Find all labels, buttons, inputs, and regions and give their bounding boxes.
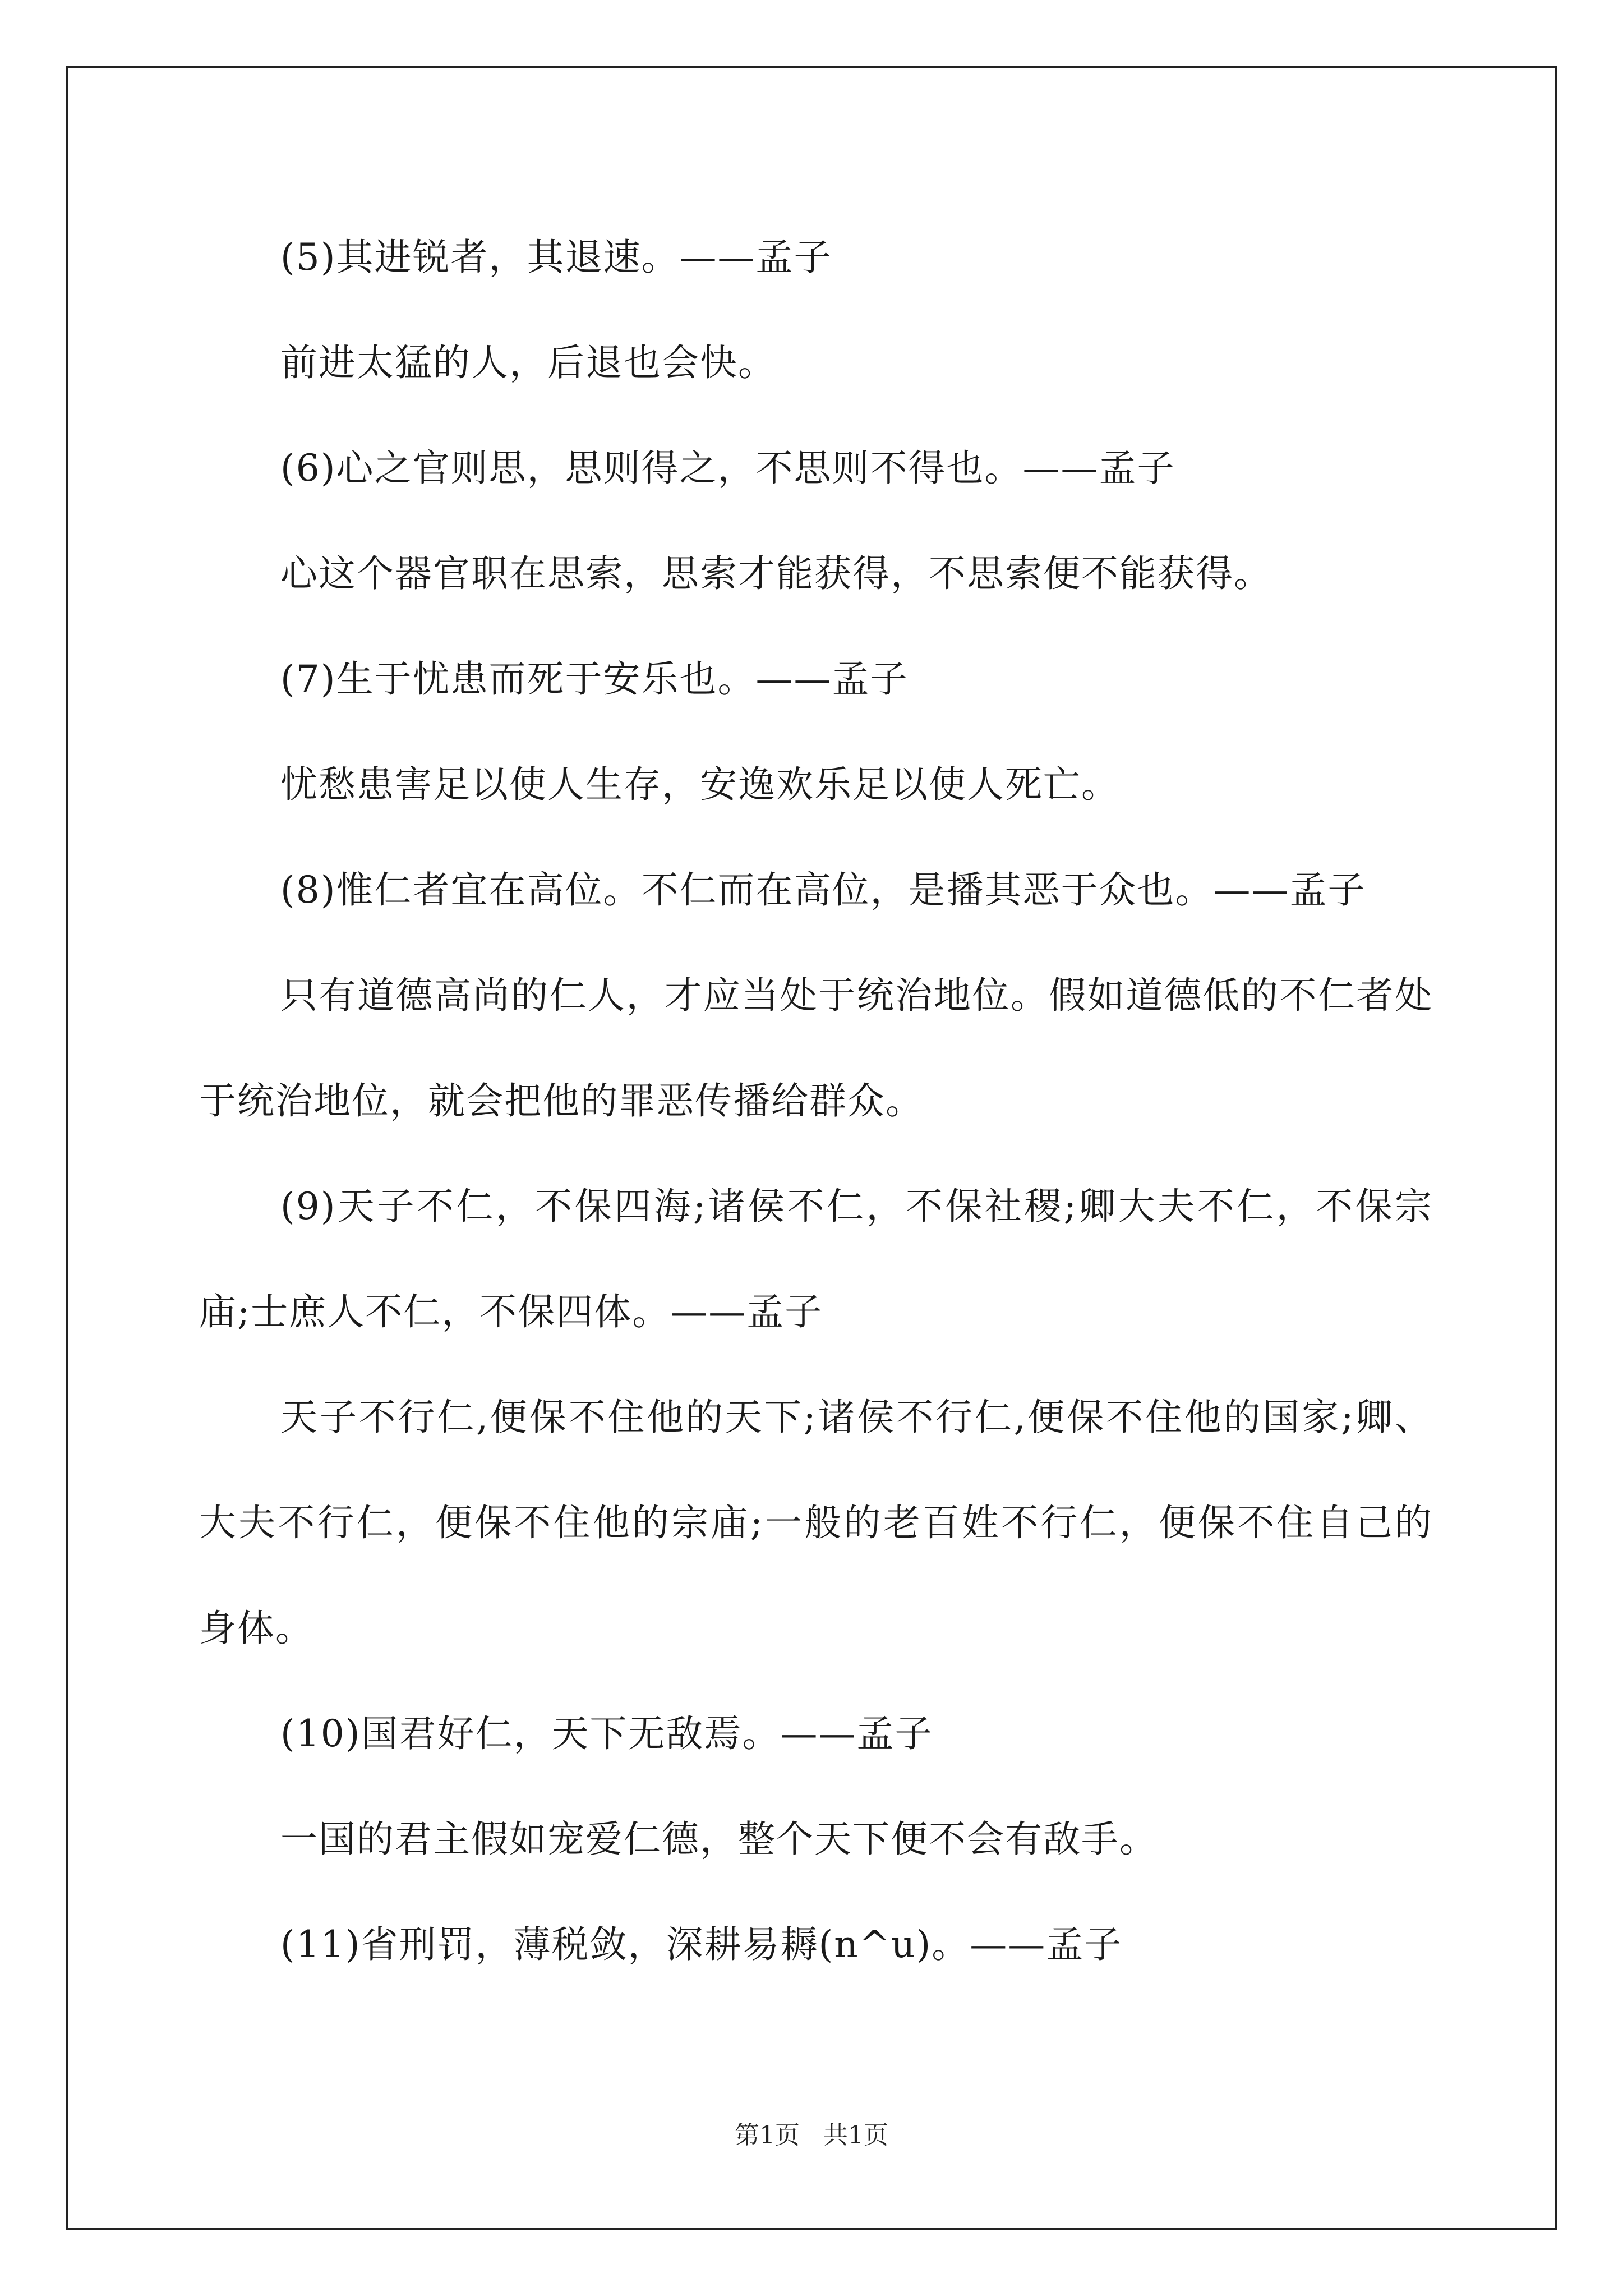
paragraph: (8)惟仁者宜在高位。不仁而在高位，是播其恶于众也。——孟子	[280, 868, 1366, 912]
paragraph: 一国的君主假如宠爱仁德，整个天下便不会有敌手。	[280, 1818, 1158, 1861]
total-pages: 共1页	[823, 2121, 888, 2150]
page-footer	[0, 2115, 1623, 2151]
paragraph: 只有道德高尚的仁人，才应当处于统治地位。假如道德低的不仁者处于统治地位，就会把他的罪恶传播给群众。	[199, 974, 1433, 1122]
paragraph: (5)其进锐者，其退速。——孟子	[280, 236, 832, 279]
paragraph: (6)心之官则思，思则得之，不思则不得也。——孟子	[280, 447, 1175, 490]
paragraph: (9)天子不仁，不保四海;诸侯不仁，不保社稷;卿大夫不仁，不保宗庙;士庶人不仁，不保四体。——孟子	[199, 1185, 1433, 1333]
document-body	[199, 205, 1433, 1998]
page-number: 第1页	[735, 2121, 800, 2150]
paragraph: (11)省刑罚，薄税敛，深耕易耨(n^u)。——孟子	[280, 1923, 1123, 1966]
paragraph: 心这个器官职在思索，思索才能获得，不思索便不能获得。	[280, 552, 1272, 595]
paragraph: 忧愁患害足以使人生存，安逸欢乐足以使人死亡。	[280, 763, 1119, 806]
paragraph: (10)国君好仁，天下无敌焉。——孟子	[280, 1712, 933, 1755]
paragraph: 前进太猛的人，后退也会快。	[280, 341, 776, 384]
paragraph: 天子不行仁,便保不住他的天下;诸侯不行仁,便保不住他的国家;卿、大夫不行仁，便保不住他的宗庙;一般的老百姓不行仁，便保不住自己的身体。	[199, 1396, 1433, 1650]
paragraph: (7)生于忧患而死于安乐也。——孟子	[280, 657, 909, 701]
